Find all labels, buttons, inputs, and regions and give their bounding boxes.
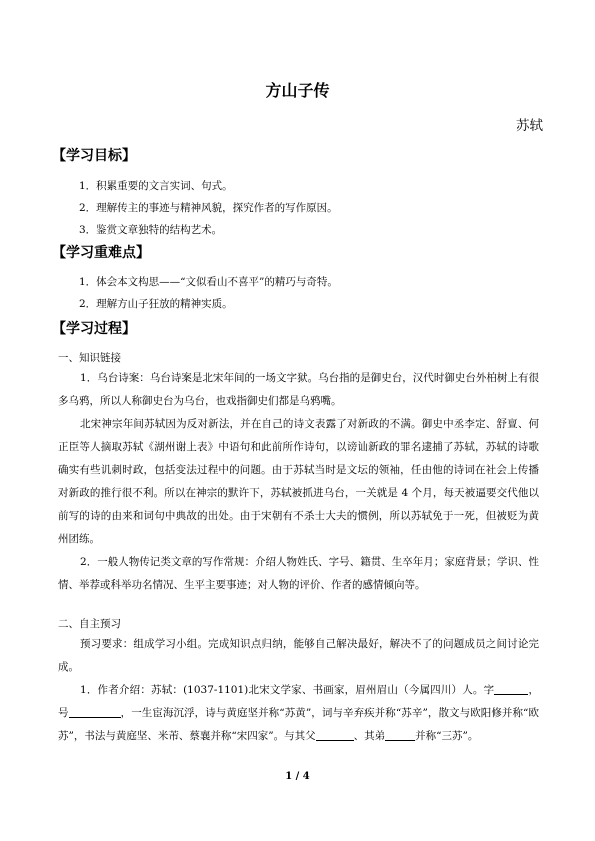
goals-heading: 【学习目标】 [52, 148, 136, 164]
author-intro: 1．作者介绍：苏轼：(1037-1101)北宋文学家、书画家，眉州眉山（今属四川）人。 [80, 684, 484, 696]
part2-heading: 二、自主预习 [58, 618, 121, 630]
goal-item: 1．积累重要的文言实词、句式。 [79, 180, 233, 192]
keypoint-item: 2．理解方山子狂放的精神实质。 [79, 298, 233, 310]
keypoints-heading: 【学习重难点】 [52, 245, 150, 261]
author-intro-cont: ，一生宦海沉浮，诗与黄庭坚并称“苏黄”，词与辛弃疾并称“苏辛”，散文与欧阳修并称“欧苏”，书法与黄庭坚、米芾、蔡襄并称“宋四家”。与其父 [58, 707, 539, 742]
paragraph: 预习要求：组成学习小组。完成知识点归纳，能够自己解决最好，解决不了的问题成员之间讨论完成。 [58, 638, 539, 673]
goal-item: 2．理解传主的事迹与精神风貌，探究作者的写作原因。 [79, 202, 338, 214]
father-name-blank[interactable] [316, 728, 354, 741]
paragraph: 北宋神宗年间苏轼因为反对新法，并在自己的诗文表露了对新政的不满。御史中丞李定、舒亶、何正臣等人摘取苏轼《湖州谢上表》中语句和此前所作诗句，以谤讪新政的罪名逮捕了苏轼，苏轼的诗歌确实有些讥刺时政，包括变法过程中的问题。由于苏轼当时是文坛的领袖，任由他的诗词在社会上传播对新政的推行很不利。所以在神宗的默许下，苏轼被抓进乌台，一关就是 4 个月，每天被逼要交代他以前写的诗的由来和词句中典故的出处。由于宋朝有不杀士大夫的惯例，所以苏轼免于一死，但被贬为黄州团练。 [58, 418, 539, 545]
brother-name-blank[interactable] [385, 728, 415, 741]
paragraph: 2．一般人物传记类文章的写作常规：介绍人物姓氏、字号、籍贯、生卒年月；家庭背景；学识、性情、举荐或科举功名情况、生平主要事迹；对人物的评价、作者的感情倾向等。 [58, 556, 539, 591]
process-heading: 【学习过程】 [52, 321, 136, 337]
art-name-blank[interactable] [69, 705, 121, 718]
page-title: 方山子传 [265, 81, 330, 100]
keypoint-item: 1．体会本文构思——“文似看山不喜平”的精巧与奇特。 [79, 276, 338, 288]
paragraph [58, 679, 539, 748]
courtesy-label: 字 [483, 684, 495, 696]
goal-item: 3．鉴赏文章独特的结构艺术。 [79, 224, 223, 236]
author: 苏轼 [516, 118, 543, 134]
three-su-text: 并称“三苏”。 [415, 730, 479, 742]
courtesy-name-blank[interactable] [494, 682, 528, 695]
brother-label: 、其弟 [353, 730, 386, 742]
art-name-label: ，号 [58, 684, 540, 719]
part1-heading: 一、知识链接 [58, 352, 121, 364]
page-number: 1 / 4 [285, 771, 310, 782]
paragraph: 1．乌台诗案：乌台诗案是北宋年间的一场文字狱。乌台指的是御史台，汉代时御史台外柏树上有很多乌鸦，所以人称御史台为乌台，也戏指御史们都是乌鸦嘴。 [58, 372, 539, 407]
